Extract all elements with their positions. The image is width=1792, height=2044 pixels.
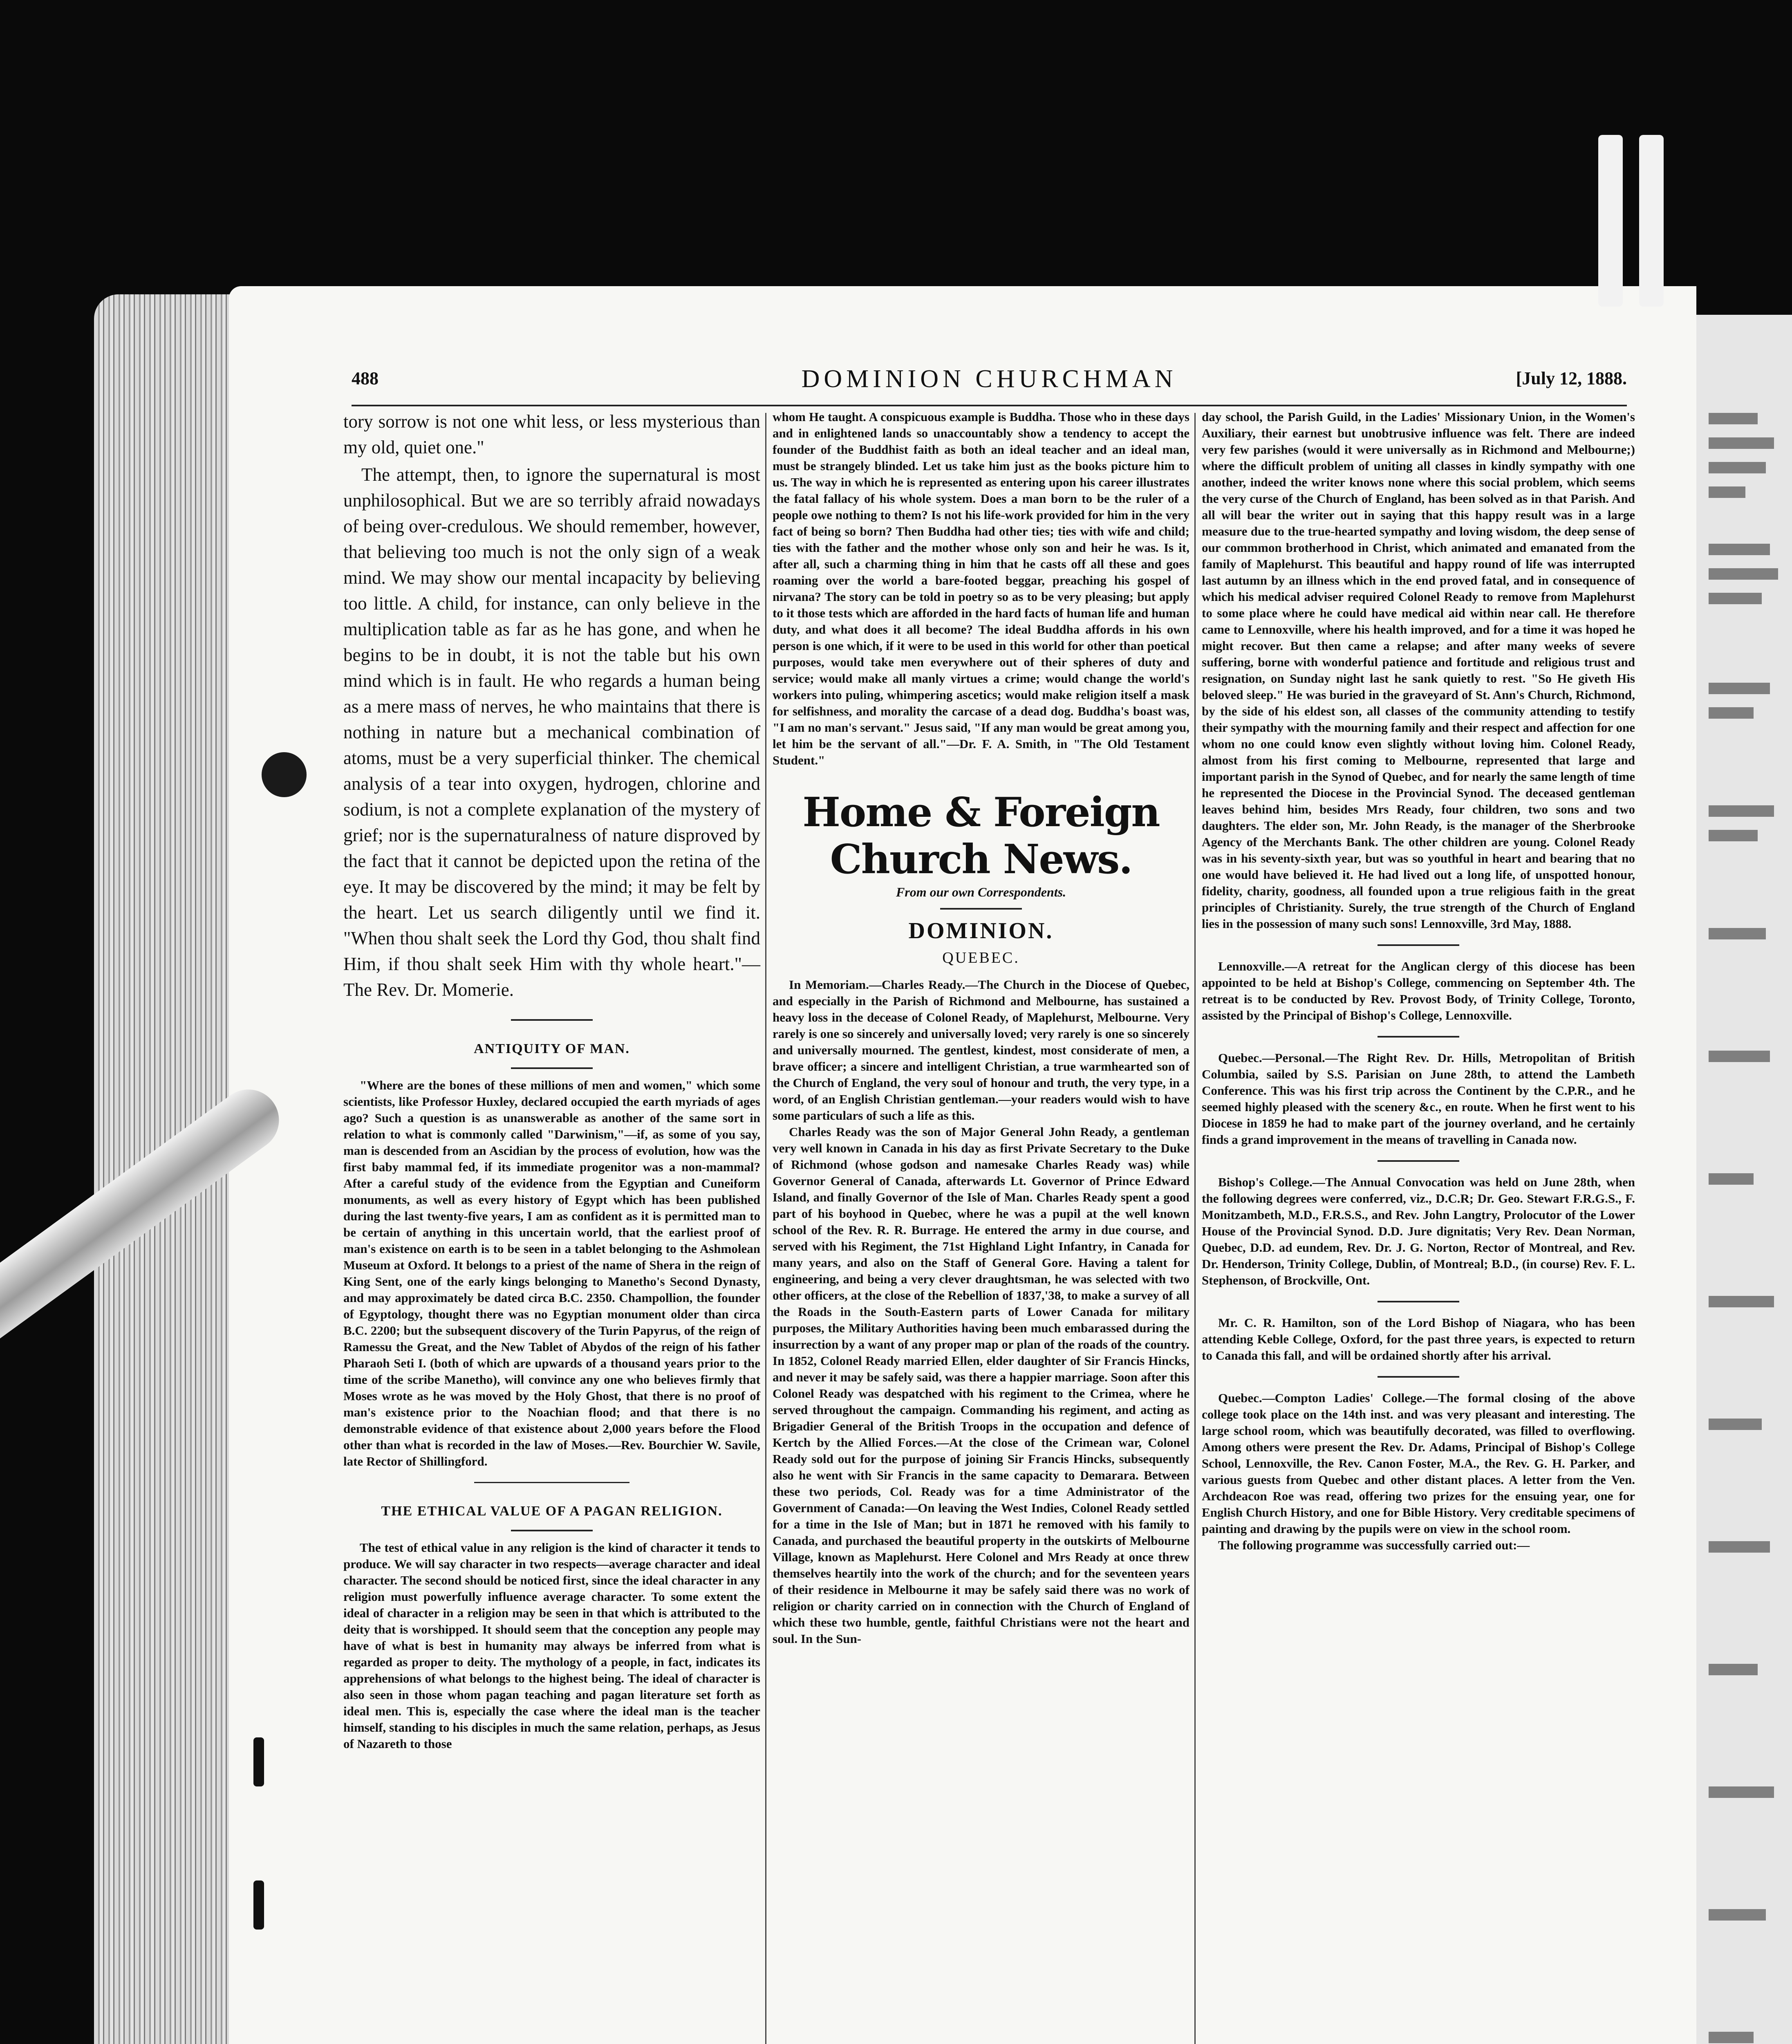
issue-date: [July 12, 1888. <box>1516 368 1627 388</box>
section-rule <box>1378 1376 1459 1378</box>
binding-hole <box>253 1880 264 1930</box>
masthead: DOMINION CHURCHMAN <box>801 365 1177 393</box>
column-rule <box>1194 413 1196 2044</box>
news-heading: Home & Foreign Church News. <box>802 789 1160 883</box>
memoriam-article <box>773 977 1189 1647</box>
article-paragraph: The following programme was successfully carried out:— <box>1218 1538 1530 1552</box>
article-paragraph: tory sorrow is not one whit less, or less mysterious than my old, quiet one." <box>343 411 760 457</box>
section-rule <box>940 908 1022 910</box>
column-2 <box>773 409 1189 1647</box>
page-header <box>352 360 1627 406</box>
section-title: THE ETHICAL VALUE OF A PAGAN RELIGION. <box>381 1504 723 1519</box>
article-paragraph: Charles Ready was the son of Major General John Ready, a gentleman very well known in Canada in his day as first Private Secretary to the Duke of Richmond (whose godson and namesake Charles Ready was) while Governor General of Canada, afterwards Lt. Governor of Prince Edward Island, and finally Governor of the Isle of Man. Charles Ready spent a good part of his boyhood in Quebec, where he was a pupil at the well known school of the Rev. R. R. Burrage. He entered the army in due course, and served with his Regiment, the 71st Highland Light Infantry, in Canada for many years, and also on the Staff of General Gore. Having a talent for engineering, and being a very clever draughtsman, he was selected with two other officers, at the close of the Rebellion of 1837,'38, to make a survey of all the Roads in the South-Eastern parts of Lower Canada for military purposes, the Military Authorities having been much embarassed during the insurrection by a want of any proper map or plan of the roads of the country. In 1852, Colonel Ready married Ellen, elder daughter of Sir Francis Hincks, and never it may be safely said, was there a happier marriage. Soon after this Colonel Ready was despatched with his regiment to the Crimea, where he served throughout the campaign. Commanding his regiment, and acting as Brigadier General of the British Troops in the occupation and defence of Kertch by the Allied Forces.—At the close of the Crimean war, Colonel Ready sold out for the purpose of joining Sir Francis Hincks, subsequently also he went with Sir Francis in the same capacity to Demarara. Between these two periods, Col. Ready was for a time Administrator of the Government of Canada:—On leaving the West Indies, Colonel Ready settled for a time in the Isle of Man; but in 1871 he removed with his family to Canada, and purchased the beautiful property in the outskirts of Melbourne Village, known as Maplehurst. Here Colonel and Mrs Ready at once threw themselves heartily into the work of the church; and for the seventeen years of their residence in Melbourne it may be safely said there was no work of religion or charity carried on in connection with the Church of England of which these two humble, gentle, faithful Christians were not the heart and soul. In the Sun- <box>773 1125 1189 1646</box>
section-title: ANTIQUITY OF MAN. <box>474 1041 630 1056</box>
section-rule <box>1378 1301 1459 1302</box>
column-3 <box>1202 409 1635 1553</box>
adjacent-page-strip <box>1696 315 1792 2044</box>
column-rule <box>765 413 766 2044</box>
article-paragraph: The test of ethical value in any religion is the kind of character it tends to produce. We will say character in two respects—average character and ideal character. The second should be noticed first, since the ideal character in any religion must powerfully influence average character. To some extent the ideal of character in a religion may be seen in that which is attributed to the deity that is worshipped. It should seem that the conception any people may have of what is best in humanity may always be inferred from what is regarded as proper to deity. The mythology of a people, in fact, indicates its apprehensions of what belongs to the highest being. The ideal of character is also seen in those whom pagan teaching and pagan literature set forth as ideal men. This is, especially the case where the ideal man is the teacher himself, standing to his disciples in much the same relation, perhaps, as Jesus of Nazareth to those <box>343 1540 760 1751</box>
binding-hole <box>253 1737 264 1786</box>
article-paragraph: Bishop's College.—The Annual Convocation was held on June 28th, when the following degrees were conferred, viz., D.C.R; Dr. Geo. Stewart F.R.G.S., F. Monitzambeth, M.D., F.R.S.S., and Rev. John Langtry, Prolocutor of the Lower House of the Provincial Synod. D.D. Jure dignitatis; Very Rev. Dean Norman, Quebec, D.D. ad eundem, Rev. Dr. J. G. Norton, Rector of Montreal, and Rev. Dr. Henderson, Trinity College, Dublin, of Montreal; B.D., (in course) Rev. F. L. Stephenson, of Brockville, Ont. <box>1202 1175 1635 1287</box>
buddha-article <box>773 409 1189 769</box>
article-paragraph: Mr. C. R. Hamilton, son of the Lord Bishop of Niagara, who has been attending Keble College, Oxford, for the past three years, is expected to return to Canada this fall, and will be ordained shortly after his arrival. <box>1202 1316 1635 1363</box>
article-paragraph: In Memoriam.—Charles Ready.—The Church in the Diocese of Quebec, and especially in the Parish of Richmond and Melbourne, has sustained a heavy loss in the decease of Colonel Ready, of Maplehurst, Melbourne. Very rarely is one so sincerely and universally loved; very rarely is one so sincerely and universally mourned. The gentlest, kindest, most considerate of men, a brave officer; a sincere and intelligent Christian, a true warmhearted son of the Church of England, the very soul of honour and truth, the very type, in a word, of an English Christian gentleman.—your readers would wish to have some particulars of such a life as this. <box>773 977 1189 1123</box>
section-rule <box>474 1482 629 1483</box>
dominion-heading: DOMINION. <box>908 918 1054 944</box>
column-1 <box>343 409 760 1752</box>
antiquity-article <box>343 1077 760 1470</box>
page-number: 488 <box>352 368 379 388</box>
section-rule <box>1378 1036 1459 1038</box>
clip-bar-top-1 <box>1598 135 1623 307</box>
section-rule <box>511 1067 593 1069</box>
column-3-articles <box>1202 409 1635 1553</box>
quebec-heading: QUEBEC. <box>942 949 1020 966</box>
page-weight-tip <box>262 752 307 797</box>
article-paragraph: whom He taught. A conspicuous example is Buddha. Those who in these days and in enlightened lands so unaccountably show a tendency to accept the founder of the Buddhist faith as both an ideal teacher and an ideal man, must be strangely blinded. Let us take him just as the books picture him to us. The way in which he is represented as entering upon his career illustrates the fatal fallacy of his whole system. Does a man born to be the ruler of a people owe nothing to them? Is not his life-work provided for him in the very fact of being so born? Then Buddha had other ties; ties with wife and child; ties with the father and the mother whose only son and heir he was. Is it, after all, such a charming thing in him that he casts off all these and goes roaming over the world a bare-footed beggar, preaching his gospel of nirvana? The story can be told in poetry so as to be very pleasing; but apply to it those tests which are afforded in the hard facts of human life and human duty, and what does it all become? The ideal Buddha affords in his own person is one which, if it were to be used in this world for other than poetical purposes, would take men everywhere out of their spheres of duty and service; would make all manly virtues a crime; would change the world's workers into puling, whimpering ascetics; would make religion itself a mask for selfishness, and morality the carcase of a dead dog. Buddha's boast was, "I am no man's servant." Jesus said, "If any man would be great among you, let him be the servant of all."—Dr. F. A. Smith, in "The Old Testament Student." <box>773 410 1189 767</box>
section-rule <box>511 1530 593 1531</box>
article-paragraph: day school, the Parish Guild, in the Ladies' Missionary Union, in the Women's Auxiliary, their earnest but unobtrusive influence was felt. There are indeed very few parishes (would it were universally as in Richmond and Melbourne;) where the difficult problem of uniting all classes in kindly sympathy with one another, indeed the writer knows none where this social problem, which seems the very curse of the Church of England, has been solved as in that Parish. And all will bear the writer out in saying that this happy result was in a large measure due to the true-hearted sympathy and loving wisdom, the deep sense of our commmon brotherhood in Christ, which animated and emanated from the family of Maplehurst. This beautiful and happy round of life was interrupted last autumn by an illness which in the end proved fatal, and in consequence of which his medical adviser required Colonel Ready to remove from Maplehurst to some place where he could have medical aid within near call. He therefore came to Lennoxville, where his health improved, and for a time it was hoped he might recover. But then came a relapse; and after many weeks of severe suffering, borne with wonderful patience and fortitude and religious trust and resignation, on Sunday night last he sank quietly to rest. "So He giveth His beloved sleep." He was buried in the graveyard of St. Ann's Church, Richmond, by the side of his eldest son, all classes of the community attending to testify their sympathy with the mourning family and their respect and affection for one whom no one could know even slightly without loving him. Colonel Ready, almost from his first coming to Melbourne, represented that large and important parish in the Synod of Quebec, and for nearly the same length of time he represented the Diocese in the Provincial Synod. The deceased gentleman leaves behind him, besides Mrs Ready, four children, two sons and two daughters. The elder son, Mr. John Ready, is the manager of the Sherbrooke Agency of the Merchants Bank. The other children are young. Colonel Ready was in his seventy-sixth year, but was so youthful in heart and bearing that no one would have believed it. He had lived out a long life, of unspotted honour, fidelity, charity, goodness, all founded upon a true religious faith in the great principles of Christianity. Surely, the true strength of the Church of England lies in the possession of many such sons! Lennoxville, 3rd May, 1888. <box>1202 410 1635 931</box>
article-paragraph: Quebec.—Personal.—The Right Rev. Dr. Hills, Metropolitan of British Columbia, sailed by S.S. Parisian on June 28th, to attend the Lambeth Conference. This was his first trip across the Continent by the C.P.R., and he seemed highly pleased with the scenery &c., en route. When he first went to his Diocese in 1859 he had to make part of the journey overland, and he certainly finds a grand improvement in the means of travelling in Canada now. <box>1202 1051 1635 1147</box>
article-paragraph: The attempt, then, to ignore the supernatural is most unphilosophical. But we are so terribly afraid nowadays of being over-credulous. We should remember, however, that believing too much is not the only sign of a weak mind. We may show our mental incapacity by believing too little. A child, for instance, can only believe in the multiplication table as far as he has gone, and when he begins to be in doubt, it is not the table but his own mind which is in fault. He who regards a human being as a mere mass of nerves, he who maintains that there is nothing in nature but a mechanical combination of atoms, must be a very superficial thinker. The chemical analysis of a tear into oxygen, hydrogen, chlorine and sodium, is not a complete explanation of the mystery of grief; nor is the supernaturalness of nature disproved by the fact that it cannot be depicted upon the retina of the eye. It may be discovered by the mind; it may be felt by the heart. Let us search diligently until we find it. "When thou shalt seek the Lord thy God, thou shalt find Him, if thou shalt seek Him with thy whole heart."—The Rev. Dr. Momerie. <box>343 464 760 1000</box>
article-paragraph: Lennoxville.—A retreat for the Anglican clergy of this diocese has been appointed to be held at Bishop's College, commencing on September 4th. The retreat is to be conducted by Rev. Provost Body, of Trinity College, Toronto, assisted by the Principal of Bishop's College, Lennoxville. <box>1202 959 1635 1022</box>
article-paragraph: "Where are the bones of these millions of men and women," which some scientists, like Professor Huxley, declared occupied the earth myriads of ages ago? Such a question is as unanswerable as another of the same sort in relation to what is commonly called "Darwinism,"—if, as some of you say, man is descended from an Ascidian by the process of evolution, how was the first baby mammal fed, if its immediate progenitor was a non-mammal? After a careful study of the evidence from the Egyptian and Cuneiform monuments, as well as every history of Egypt which has been published during the last twenty-five years, I am as confident as it is permitted man to be certain of anything in this uncertain world, that the earliest proof of man's existence on earth is to be seen in a tablet belonging to the Ashmolean Museum at Oxford. It belongs to a priest of the name of Shera in the reign of King Sent, one of the early kings belonging to Manetho's Second Dynasty, and may approximately be dated circa B.C. 2350. Champollion, the founder of Egyptology, thought there was no Egyptian monument older than circa B.C. 2200; but the subsequent discovery of the Turin Papyrus, of the reign of Ramessu the Great, and the New Tablet of Abydos of the reign of his father Pharaoh Seti I. (both of which are upwards of a thousand years prior to the time of the scribe Manetho), will convince any one who believes firmly that Moses wrote as he was moved by the Holy Ghost, that there is no proof of man's existence prior to the Noachian flood; and that there is no demonstrable evidence of that existence about 2,000 years before the Flood other than what is recorded in the law of Moses.—Rev. Bourchier W. Savile, late Rector of Shillingford. <box>343 1078 760 1468</box>
section-rule <box>1378 1160 1459 1162</box>
clip-bar-top-2 <box>1639 135 1664 307</box>
section-rule <box>511 1019 593 1021</box>
ethical-article <box>343 1540 760 1752</box>
article-paragraph: Quebec.—Compton Ladies' College.—The formal closing of the above college took place on the 14th inst. and was very pleasant and interesting. The large school room, which was beautifully decorated, was filled to overflowing. Among others were present the Rev. Dr. Adams, Principal of Bishop's College School, Lennoxville, the Rev. Canon Foster, M.A., the Rev. G. H. Parker, and various guests from Quebec and other distant places. A letter from the Ven. Archdeacon Roe was read, offering two prizes for the ensuing year, one for English Church History, and one for Bible History. Very creditable specimens of painting and drawing by the pupils were on view in the school room. <box>1202 1391 1635 1536</box>
section-rule <box>1378 944 1459 946</box>
supernatural-article <box>343 409 760 1003</box>
news-subheading: From our own Correspondents. <box>896 885 1066 899</box>
